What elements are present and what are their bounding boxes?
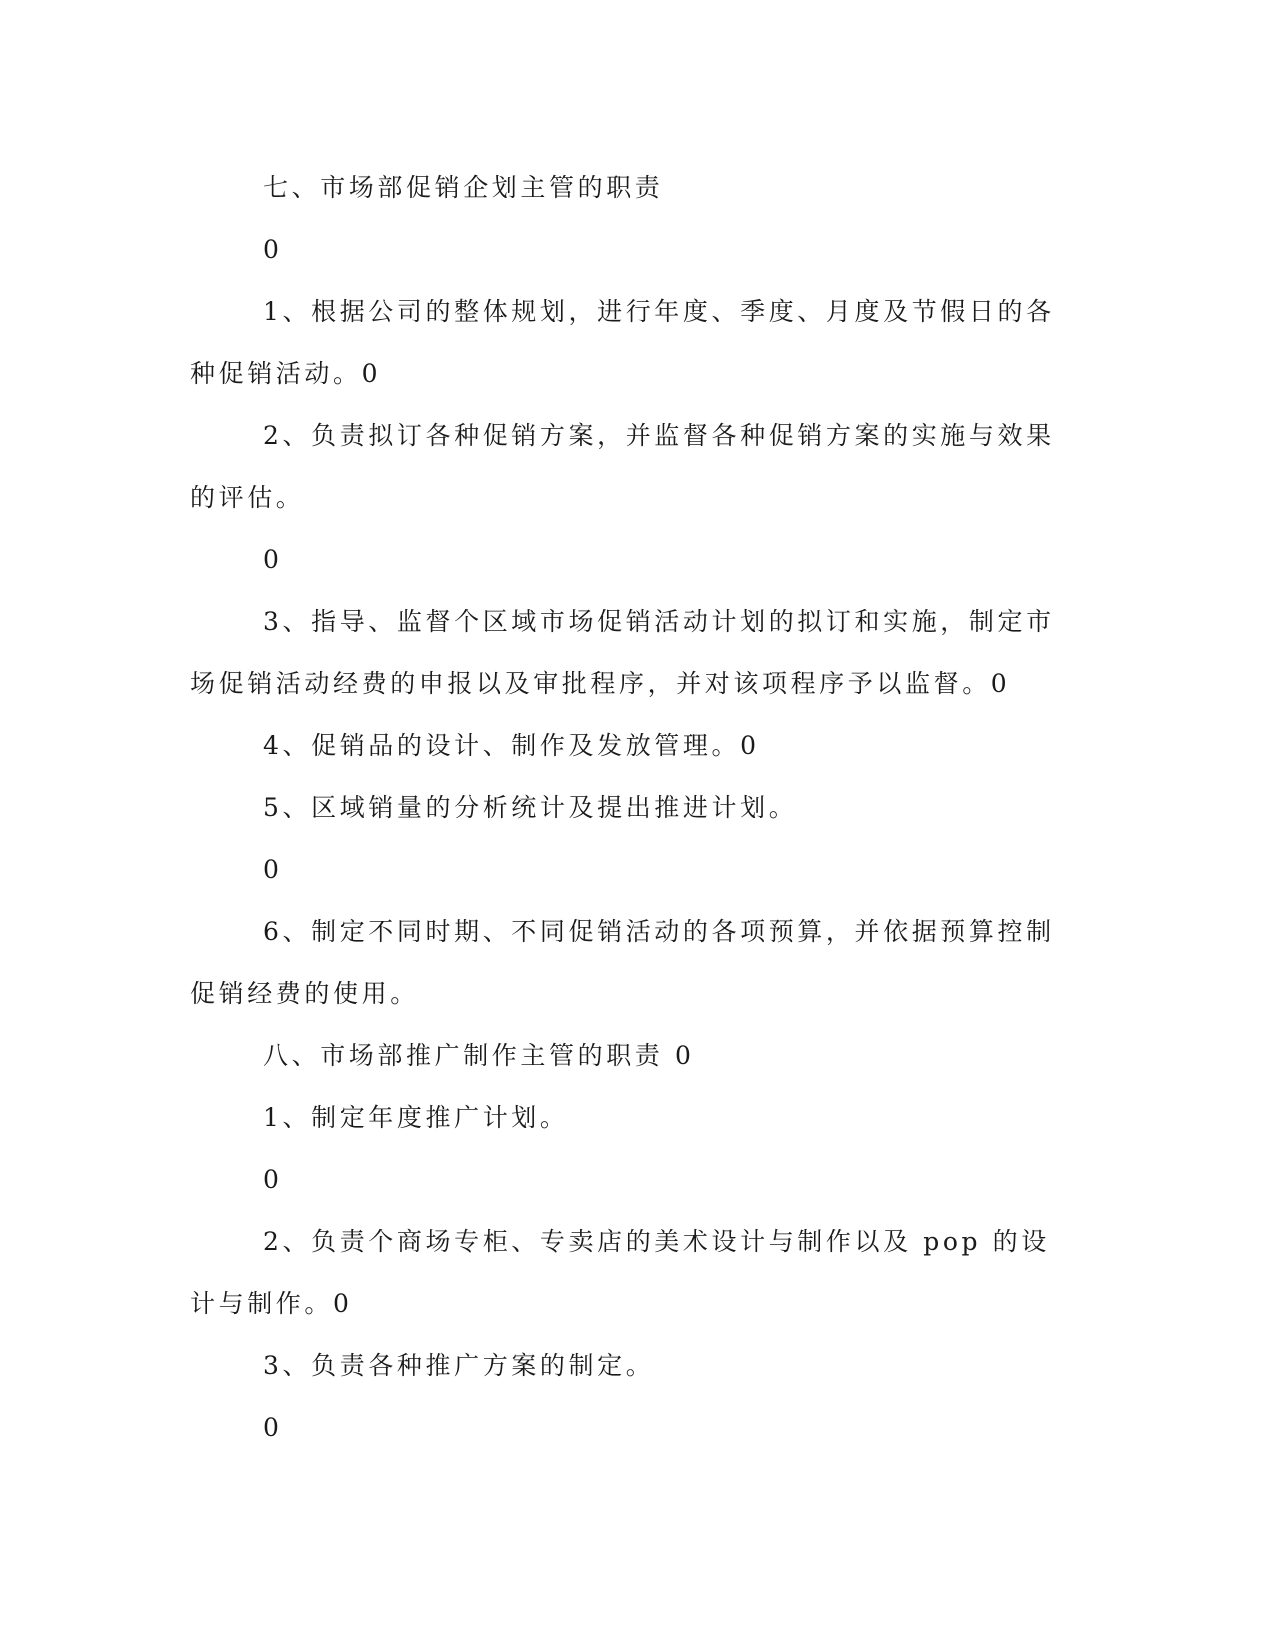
section-heading-7: 七、市场部促销企划主管的职责 (263, 173, 664, 202)
paragraph: 4、促销品的设计、制作及发放管理。0 (263, 731, 760, 760)
paragraph: 1、制定年度推广计划。 (263, 1103, 569, 1132)
paragraph: 6、制定不同时期、不同促销活动的各项预算，并依据预算控制促销经费的使用。 (190, 917, 1055, 1008)
paragraph: 3、指导、监督个区域市场促销活动计划的拟订和实施，制定市场促销活动经费的申报以及审批程序，并对该项程序予以监督。0 (190, 607, 1055, 698)
paragraph: 0 (263, 545, 283, 574)
paragraph: 2、负责拟订各种促销方案，并监督各种促销方案的实施与效果的评估。 (190, 421, 1055, 512)
paragraph: 1、根据公司的整体规划，进行年度、季度、月度及节假日的各种促销活动。0 (190, 297, 1055, 388)
document-body (190, 157, 1060, 1459)
paragraph: 2、负责个商场专柜、专卖店的美术设计与制作以及 pop 的设计与制作。0 (190, 1227, 1050, 1318)
paragraph: 0 (263, 1165, 283, 1194)
paragraph: 5、区域销量的分析统计及提出推进计划。 (263, 793, 798, 822)
section-heading-8: 八、市场部推广制作主管的职责 0 (263, 1041, 695, 1070)
paragraph: 0 (263, 1413, 283, 1442)
paragraph: 0 (263, 855, 283, 884)
paragraph: 0 (263, 235, 283, 264)
paragraph: 3、负责各种推广方案的制定。 (263, 1351, 655, 1380)
